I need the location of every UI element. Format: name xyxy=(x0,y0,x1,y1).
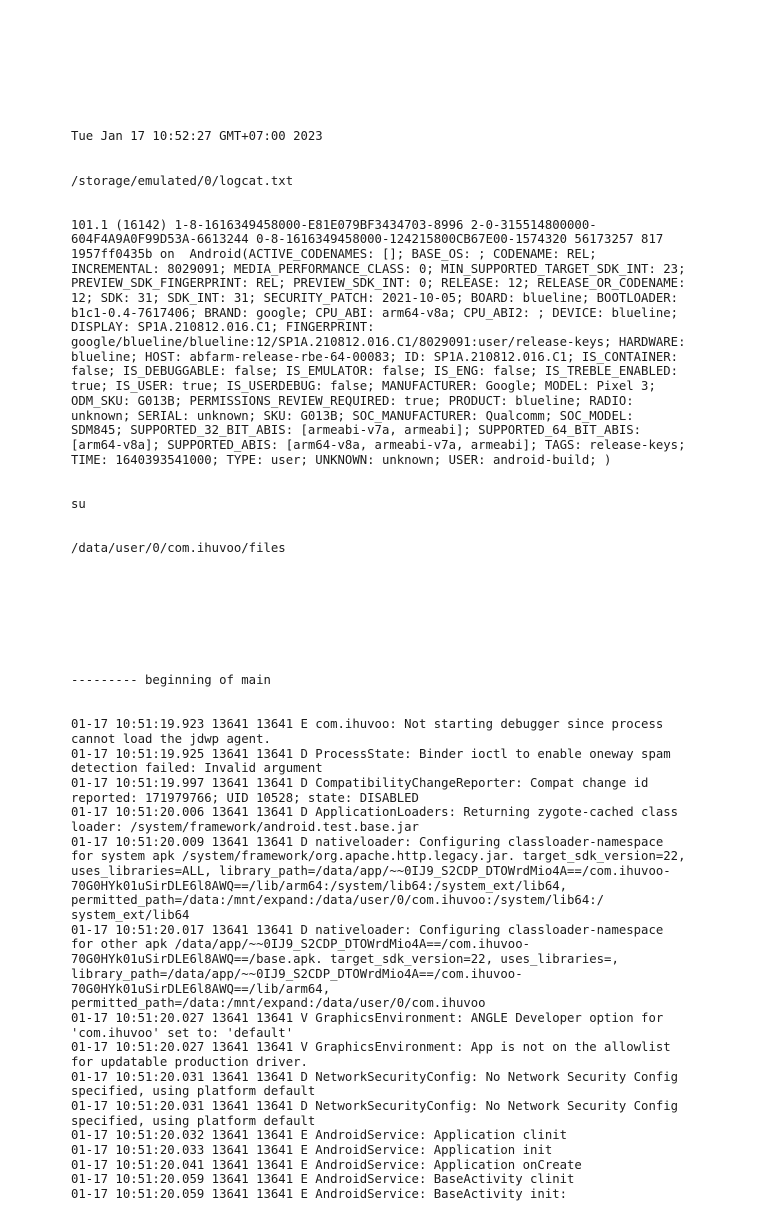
report-timestamp: Tue Jan 17 10:52:27 GMT+07:00 2023 xyxy=(71,129,323,144)
log-line: 01-17 10:51:20.027 13641 13641 V GraphicsEnvironment: ANGLE Developer option for xyxy=(71,1010,664,1025)
build-info-line: SDM845; SUPPORTED_32_BIT_ABIS: [armeabi-v7a, armeabi]; SUPPORTED_64_BIT_ABIS: xyxy=(71,423,642,438)
build-info-line: ODM_SKU: G013B; PERMISSIONS_REVIEW_REQUIRED: true; PRODUCT: blueline; RADIO: xyxy=(71,393,634,408)
logcat-file-path: /storage/emulated/0/logcat.txt xyxy=(71,173,294,188)
log-line: specified, using platform default xyxy=(71,1113,316,1128)
build-info-line: 101.1 (16142) 1-8-1616349458000-E81E079BF3434703-8996 2-0-315514800000- xyxy=(71,217,597,232)
log-line: 01-17 10:51:19.925 13641 13641 D ProcessState: Binder ioctl to enable oneway spam xyxy=(71,746,671,761)
log-line: 01-17 10:51:20.032 13641 13641 E AndroidService: Application clinit xyxy=(71,1128,568,1143)
log-line: specified, using platform default xyxy=(71,1084,316,1099)
log-line: permitted_path=/data:/mnt/expand:/data/user/0/com.ihuvoo:/system/lib64:/ xyxy=(71,893,605,908)
build-info-line: DISPLAY: SP1A.210812.016.C1; FINGERPRINT: xyxy=(71,320,375,335)
build-info-line: 604F4A9A0F99D53A-6613244 0-8-1616349458000-124215800CB67E00-1574320 56173257 817 xyxy=(71,232,664,247)
log-line: 01-17 10:51:20.041 13641 13641 E AndroidService: Application onCreate xyxy=(71,1157,582,1172)
build-info-line: false; IS_DEBUGGABLE: false; IS_EMULATOR: false; IS_ENG: false; IS_TREBLE_ENABLED: xyxy=(71,364,679,379)
log-line: 01-17 10:51:20.033 13641 13641 E AndroidService: Application init xyxy=(71,1143,553,1158)
log-line: for updatable production driver. xyxy=(71,1054,308,1069)
log-line: detection failed: Invalid argument xyxy=(71,761,323,776)
build-info-line: true; IS_USER: true; IS_USERDEBUG: false; MANUFACTURER: Google; MODEL: Pixel 3; xyxy=(71,379,656,394)
log-line: loader: /system/framework/android.test.base.jar xyxy=(71,819,419,834)
build-info-block xyxy=(71,218,701,468)
build-info-line: INCREMENTAL: 8029091; MEDIA_PERFORMANCE_CLASS: 0; MIN_SUPPORTED_TARGET_SDK_INT: 23; xyxy=(71,261,686,276)
su-line: su xyxy=(71,496,86,511)
spacer xyxy=(71,629,701,644)
log-section-marker: --------- beginning of main xyxy=(71,673,271,688)
log-line: for other apk /data/app/~~0IJ9_S2CDP_DTOWrdMio4A==/com.ihuvoo- xyxy=(71,937,531,952)
build-info-line: 1957ff0435b on Android(ACTIVE_CODENAMES: []; BASE_OS: ; CODENAME: REL; xyxy=(71,246,597,261)
log-line: reported: 171979766; UID 10528; state: DISABLED xyxy=(71,790,419,805)
log-lines-block xyxy=(71,717,701,1202)
log-line: 01-17 10:51:20.017 13641 13641 D nativeloader: Configuring classloader-namespace xyxy=(71,922,664,937)
log-line: 70G0HYk01uSirDLE6l8AWQ==/base.apk. target_sdk_version=22, uses_libraries=, xyxy=(71,952,619,967)
log-line: 01-17 10:51:20.009 13641 13641 D nativeloader: Configuring classloader-namespace xyxy=(71,834,664,849)
files-dir-line: /data/user/0/com.ihuvoo/files xyxy=(71,540,286,555)
build-info-line: b1c1-0.4-7617406; BRAND: google; CPU_ABI: arm64-v8a; CPU_ABI2: ; DEVICE: blueline; xyxy=(71,305,679,320)
log-line: permitted_path=/data:/mnt/expand:/data/user/0/com.ihuvoo xyxy=(71,996,486,1011)
log-line: 01-17 10:51:20.027 13641 13641 V GraphicsEnvironment: App is not on the allowlist xyxy=(71,1040,671,1055)
log-line: 01-17 10:51:20.006 13641 13641 D ApplicationLoaders: Returning zygote-cached class xyxy=(71,805,679,820)
log-line: 01-17 10:51:20.059 13641 13641 E AndroidService: BaseActivity clinit xyxy=(71,1172,575,1187)
logcat-document xyxy=(71,100,701,1217)
build-info-line: unknown; SERIAL: unknown; SKU: G013B; SOC_MANUFACTURER: Qualcomm; SOC_MODEL: xyxy=(71,408,634,423)
log-line: 70G0HYk01uSirDLE6l8AWQ==/lib/arm64, xyxy=(71,981,331,996)
log-line: 70G0HYk01uSirDLE6l8AWQ==/lib/arm64:/system/lib64:/system_ext/lib64, xyxy=(71,878,568,893)
log-line: 01-17 10:51:20.059 13641 13641 E AndroidService: BaseActivity init: xyxy=(71,1187,568,1202)
log-line: 01-17 10:51:19.923 13641 13641 E com.ihuvoo: Not starting debugger since process xyxy=(71,717,664,732)
build-info-line: google/blueline/blueline:12/SP1A.210812.016.C1/8029091:user/release-keys; HARDWARE: xyxy=(71,335,686,350)
log-line: 'com.ihuvoo' set to: 'default' xyxy=(71,1025,294,1040)
log-line: 01-17 10:51:20.031 13641 13641 D NetworkSecurityConfig: No Network Security Config xyxy=(71,1069,679,1084)
log-line: 01-17 10:51:20.031 13641 13641 D NetworkSecurityConfig: No Network Security Config xyxy=(71,1099,679,1114)
build-info-line: blueline; HOST: abfarm-release-rbe-64-00083; ID: SP1A.210812.016.C1; IS_CONTAINER: xyxy=(71,349,679,364)
log-line: for system apk /system/framework/org.apache.http.legacy.jar. target_sdk_version=22, xyxy=(71,849,686,864)
log-line: cannot load the jdwp agent. xyxy=(71,731,271,746)
build-info-line: PREVIEW_SDK_FINGERPRINT: REL; PREVIEW_SDK_INT: 0; RELEASE: 12; RELEASE_OR_CODENAME: xyxy=(71,276,686,291)
log-line: library_path=/data/app/~~0IJ9_S2CDP_DTOWrdMio4A==/com.ihuvoo- xyxy=(71,966,523,981)
build-info-line: [arm64-v8a]; SUPPORTED_ABIS: [arm64-v8a, armeabi-v7a, armeabi]; TAGS: release-keys; xyxy=(71,437,686,452)
build-info-line: 12; SDK: 31; SDK_INT: 31; SECURITY_PATCH: 2021-10-05; BOARD: blueline; BOOTLOADER: xyxy=(71,291,679,306)
log-line: 01-17 10:51:19.997 13641 13641 D CompatibilityChangeReporter: Compat change id xyxy=(71,775,649,790)
build-info-line: TIME: 1640393541000; TYPE: user; UNKNOWN: unknown; USER: android-build; ) xyxy=(71,452,612,467)
log-line: system_ext/lib64 xyxy=(71,908,190,923)
spacer xyxy=(71,585,701,600)
log-line: uses_libraries=ALL, library_path=/data/app/~~0IJ9_S2CDP_DTOWrdMio4A==/com.ihuvoo- xyxy=(71,864,671,879)
